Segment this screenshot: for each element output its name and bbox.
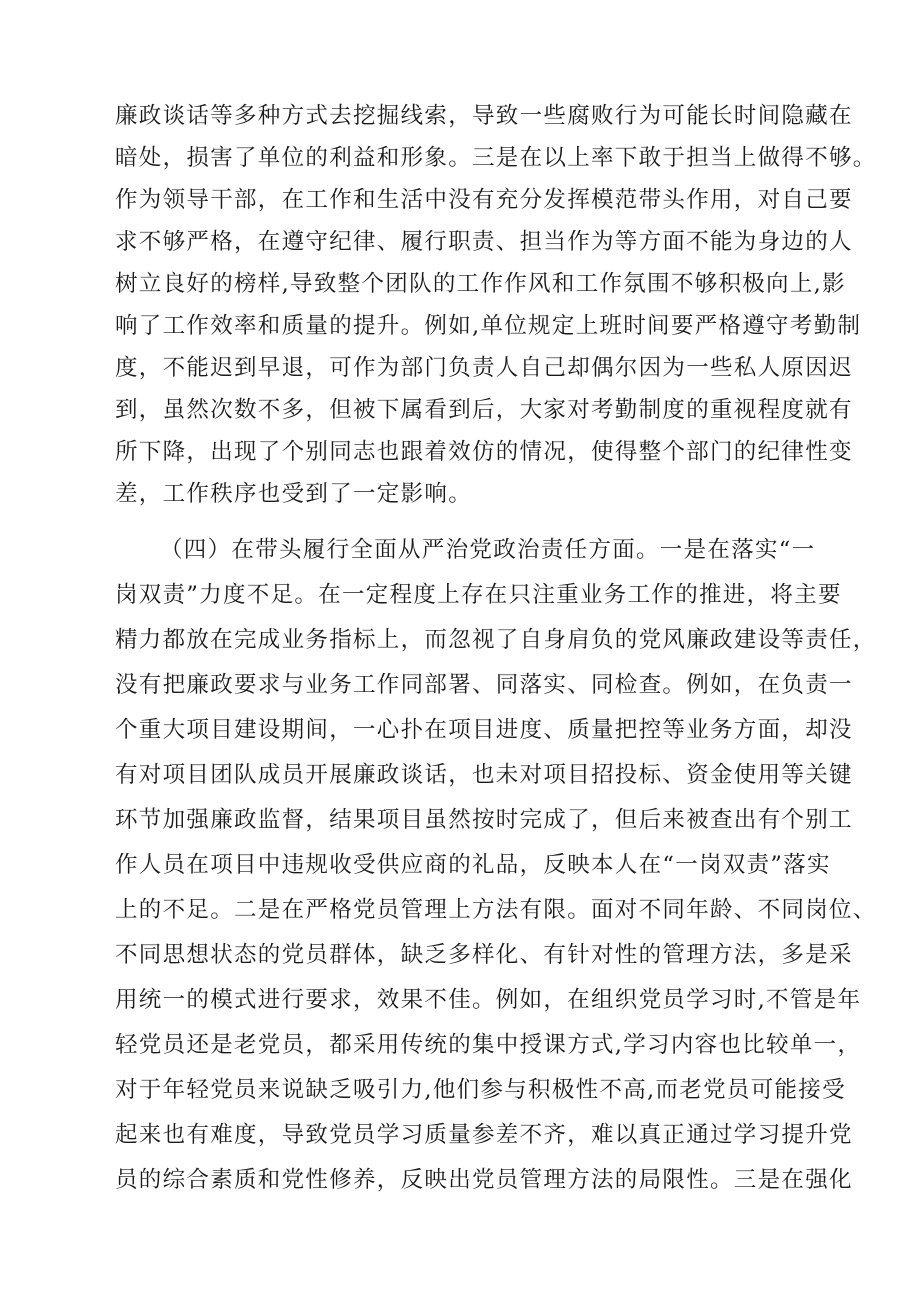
text-line: 个重大项目建设期间，一心扑在项目进度、质量把控等业务方面，却没 (115, 717, 853, 743)
text-line: 求不够严格，在遵守纪律、履行职责、担当作为等方面不能为身边的人 (115, 229, 853, 255)
text-line: 作人员在项目中违规收受供应商的礼品，反映本人在“一岗双责”落实 (115, 852, 831, 878)
text-line: 用统一的模式进行要求，效果不佳。例如，在组织党员学习时,不管是年 (115, 987, 862, 1013)
text-line: 到，虽然次数不多，但被下属看到后，大家对考勤制度的重视程度就有 (115, 397, 853, 423)
text-line: 不同思想状态的党员群体，缺乏多样化、有针对性的管理方法，多是采 (115, 942, 853, 968)
text-line: 廉政谈话等多种方式去挖掘线索，导致一些腐败行为可能长时间隐藏在 (115, 103, 853, 129)
text-line: 环节加强廉政监督，结果项目虽然按时完成了，但后来被查出有个别工 (115, 807, 853, 833)
text-line: 所下降，出现了个别同志也跟着效仿的情况，使得整个部门的纪律性变 (115, 439, 853, 465)
text-line: 树立良好的榜样,导致整个团队的工作作风和工作氛围不够积极向上,影 (115, 271, 846, 297)
text-line: 度，不能迟到早退，可作为部门负责人自己却偶尔因为一些私人原因迟 (115, 355, 853, 381)
section-heading-line: （四）在带头履行全面从严治党政治责任方面。一是在落实“一 (160, 537, 816, 563)
text-line: 起来也有难度，导致党员学习质量参差不齐，难以真正通过学习提升党 (115, 1122, 853, 1148)
text-line: 精力都放在完成业务指标上，而忽视了自身肩负的党风廉政建设等责任， (115, 627, 877, 653)
text-line: 响了工作效率和质量的提升。例如,单位规定上班时间要严格遵守考勤制 (115, 313, 862, 339)
text-line: 作为领导干部，在工作和生活中没有充分发挥模范带头作用，对自己要 (115, 187, 853, 213)
text-line: 没有把廉政要求与业务工作同部署、同落实、同检查。例如，在负责一 (115, 672, 853, 698)
text-line: 对于年轻党员来说缺乏吸引力,他们参与积极性不高,而老党员可能接受 (115, 1077, 846, 1103)
text-line: 轻党员还是老党员，都采用传统的集中授课方式,学习内容也比较单一， (115, 1032, 862, 1058)
text-line: 员的综合素质和党性修养，反映出党员管理方法的局限性。三是在强化 (115, 1167, 853, 1193)
text-line: 有对项目团队成员开展廉政谈话，也未对项目招投标、资金使用等关键 (115, 762, 853, 788)
text-line: 暗处，损害了单位的利益和形象。三是在以上率下敢于担当上做得不够。 (115, 145, 877, 171)
text-line: 上的不足。二是在严格党员管理上方法有限。面对不同年龄、不同岗位、 (115, 897, 877, 923)
text-line: 岗双责”力度不足。在一定程度上存在只注重业务工作的推进，将主要 (115, 582, 842, 608)
text-line: 差，工作秩序也受到了一定影响。 (115, 481, 473, 507)
